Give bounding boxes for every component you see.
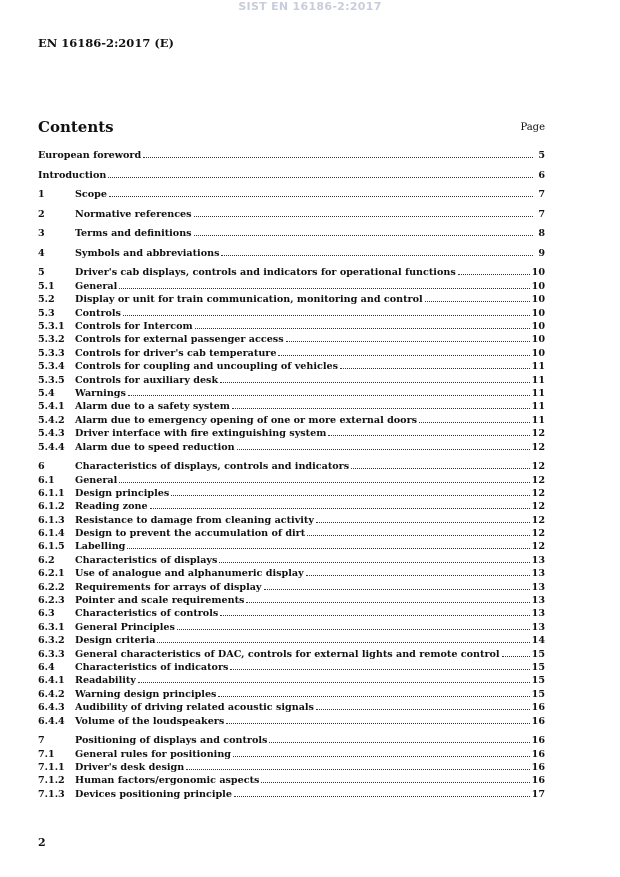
toc-entry-page: 15: [531, 688, 545, 700]
watermark: SIST EN 16186-2:2017: [238, 0, 382, 13]
toc-dot-leader: [316, 521, 530, 523]
toc-entry-number: 5.4: [38, 387, 55, 399]
toc-entry-number: 6.1: [38, 474, 55, 486]
toc-entry-title: Controls for external passenger access: [75, 334, 284, 346]
toc-entry-title: Characteristics of indicators: [75, 661, 229, 673]
toc-dot-leader: [123, 314, 530, 316]
toc-entry-page: 14: [531, 635, 545, 647]
toc-entry-title: Design principles: [75, 487, 170, 499]
toc-entry-title: Symbols and abbreviations: [75, 247, 220, 259]
toc-entry[interactable]: [38, 189, 545, 202]
toc-dot-leader: [286, 340, 530, 342]
toc-entry-title: Pointer and scale requirements: [75, 595, 245, 607]
toc-entry-page: 17: [531, 788, 545, 800]
toc-dot-leader: [220, 381, 530, 383]
toc-entry-title: Normative references: [75, 208, 192, 220]
toc-dot-leader: [194, 215, 533, 217]
toc-dot-leader: [419, 421, 530, 423]
toc-dot-leader: [234, 795, 530, 797]
toc-dot-leader: [226, 722, 529, 724]
toc-dot-leader: [186, 768, 529, 770]
toc-entry-page: 10: [531, 334, 545, 346]
toc-entry[interactable]: [38, 749, 545, 762]
toc-dot-leader: [177, 628, 530, 630]
toc-entry-page: 12: [531, 441, 545, 453]
toc-entry[interactable]: [38, 608, 545, 621]
toc-dot-leader: [109, 195, 533, 197]
toc-entry-title: Terms and definitions: [75, 228, 192, 240]
toc-entry-number: 5.4.4: [38, 441, 65, 453]
toc-entry-number: 7.1.1: [38, 761, 65, 773]
toc-entry-title: Characteristics of displays, controls and indicators: [75, 461, 350, 473]
toc-entry-page: 11: [531, 401, 545, 413]
toc-entry[interactable]: [38, 622, 545, 635]
toc-entry-number: 6.1.1: [38, 487, 65, 499]
toc-entry-title: Requirements for arrays of display: [75, 581, 262, 593]
toc-entry-number: 5.3.1: [38, 321, 65, 333]
toc-entry-number: 6.3.3: [38, 648, 65, 660]
toc-entry[interactable]: [38, 209, 545, 222]
toc-entry-number: 5: [38, 267, 45, 279]
toc-entry-page: 12: [531, 514, 545, 526]
toc-entry-page: 10: [531, 347, 545, 359]
toc-entry-title: Use of analogue and alphanumeric display: [75, 568, 304, 580]
toc-dot-leader: [425, 300, 530, 302]
toc-entry-page: 13: [531, 554, 545, 566]
toc-entry-page: 11: [531, 361, 545, 373]
toc-entry-page: 7: [538, 189, 545, 201]
toc-entry[interactable]: [38, 150, 545, 163]
toc-entry[interactable]: [38, 789, 545, 802]
toc-entry-page: 12: [531, 474, 545, 486]
toc-dot-leader: [128, 394, 530, 396]
toc-dot-leader: [237, 448, 530, 450]
toc-entry-number: 6.1.4: [38, 528, 65, 540]
toc-entry[interactable]: [38, 442, 545, 455]
toc-dot-leader: [340, 367, 530, 369]
toc-entry-page: 11: [531, 414, 545, 426]
toc-entry-title: General: [75, 474, 118, 486]
toc-dot-leader: [150, 507, 530, 509]
toc-entry-title: Labelling: [75, 541, 126, 553]
toc-entry[interactable]: [38, 308, 545, 321]
toc-entry-page: 15: [531, 648, 545, 660]
toc-entry-title: Reading zone: [75, 501, 148, 513]
toc-entry-number: 5.3.3: [38, 347, 65, 359]
toc-entry-number: 7.1: [38, 748, 55, 760]
toc-entry[interactable]: [38, 555, 545, 568]
toc-dot-leader: [269, 741, 529, 743]
toc-entry-number: 5.1: [38, 280, 55, 292]
toc-dot-leader: [232, 407, 530, 409]
toc-entry-number: 6.2: [38, 554, 55, 566]
toc-entry[interactable]: [38, 228, 545, 241]
toc-entry-number: 4: [38, 247, 45, 259]
toc-entry[interactable]: [38, 662, 545, 675]
toc-entry-page: 16: [531, 735, 545, 747]
toc-entry[interactable]: [38, 595, 545, 608]
toc-entry[interactable]: [38, 716, 545, 729]
toc-entry-title: Readability: [75, 675, 136, 687]
toc-dot-leader: [119, 287, 529, 289]
toc-entry[interactable]: [38, 568, 545, 581]
toc-entry-title: Audibility of driving related acoustic signals: [75, 702, 314, 714]
toc-entry[interactable]: [38, 582, 545, 595]
toc-dot-leader: [230, 668, 529, 670]
toc-entry-page: 10: [531, 294, 545, 306]
toc-entry[interactable]: [38, 475, 545, 488]
toc-entry-title: Positioning of displays and controls: [75, 735, 268, 747]
toc-dot-leader: [221, 254, 533, 256]
toc-dot-leader: [328, 434, 529, 436]
toc-entry-number: 5.3.5: [38, 374, 65, 386]
toc-entry-number: 6.2.1: [38, 568, 65, 580]
toc-entry-page: 12: [531, 528, 545, 540]
toc-entry[interactable]: [38, 528, 545, 541]
toc-entry[interactable]: [38, 675, 545, 688]
toc-entry-page: 13: [531, 608, 545, 620]
toc-entry-number: 5.3.2: [38, 334, 65, 346]
footer-page-number: 2: [38, 836, 46, 849]
toc-entry-page: 13: [531, 581, 545, 593]
toc-entry[interactable]: [38, 348, 545, 361]
toc-dot-leader: [306, 574, 530, 576]
toc-entry-number: 6.4.3: [38, 702, 65, 714]
toc-entry-title: Alarm due to speed reduction: [75, 441, 235, 453]
toc-entry[interactable]: [38, 702, 545, 715]
toc-entry-title: Driver interface with fire extinguishing system: [75, 428, 327, 440]
toc-entry-number: 7.1.3: [38, 788, 65, 800]
toc-dot-leader: [220, 614, 529, 616]
toc-entry[interactable]: [38, 635, 545, 648]
toc-entry[interactable]: [38, 415, 545, 428]
toc-entry-number: 5.2: [38, 294, 55, 306]
toc-entry-number: 6.1.3: [38, 514, 65, 526]
toc-entry-number: 6.2.2: [38, 581, 65, 593]
toc-dot-leader: [157, 641, 529, 643]
toc-dot-leader: [246, 601, 529, 603]
table-of-contents: [38, 150, 545, 802]
toc-entry-title: Characteristics of controls: [75, 608, 219, 620]
toc-dot-leader: [307, 534, 529, 536]
toc-entry[interactable]: [38, 321, 545, 334]
toc-entry-number: 5.3.4: [38, 361, 65, 373]
toc-entry-title: Display or unit for train communication, monitoring and control: [75, 294, 423, 306]
toc-entry-title: Resistance to damage from cleaning activity: [75, 514, 314, 526]
toc-entry-page: 13: [531, 621, 545, 633]
toc-entry-page: 5: [538, 150, 545, 161]
toc-entry-title: Devices positioning principle: [75, 788, 232, 800]
toc-entry[interactable]: [38, 735, 545, 748]
toc-entry-title: Design criteria: [75, 635, 156, 647]
toc-dot-leader: [108, 176, 533, 178]
toc-entry[interactable]: [38, 488, 545, 501]
toc-entry-page: 12: [531, 541, 545, 553]
toc-entry-page: 16: [531, 715, 545, 727]
toc-entry[interactable]: [38, 461, 545, 474]
toc-entry-title: General characteristics of DAC, controls for external lights and remote control: [75, 648, 500, 660]
toc-entry-page: 10: [531, 307, 545, 319]
toc-dot-leader: [138, 681, 530, 683]
toc-entry-page: 11: [531, 374, 545, 386]
toc-entry-number: 7.1.2: [38, 775, 65, 787]
toc-entry-title: Design to prevent the accumulation of dirt: [75, 528, 306, 540]
toc-entry-page: 8: [538, 228, 545, 240]
toc-entry-page: 16: [531, 775, 545, 787]
toc-entry-title: Driver's desk design: [75, 761, 185, 773]
toc-entry-title: Controls for auxiliary desk: [75, 374, 219, 386]
toc-entry[interactable]: [38, 361, 545, 374]
toc-dot-leader: [195, 327, 530, 329]
toc-entry-page: 10: [531, 280, 545, 292]
toc-entry-number: 2: [38, 208, 45, 220]
toc-entry-number: 6.3: [38, 608, 55, 620]
toc-entry[interactable]: [38, 775, 545, 788]
toc-entry-title: Controls for Intercom: [75, 321, 193, 333]
toc-entry-number: 3: [38, 228, 45, 240]
toc-entry-title: Alarm due to a safety system: [75, 401, 230, 413]
toc-dot-leader: [264, 588, 530, 590]
toc-entry[interactable]: [38, 541, 545, 554]
toc-dot-leader: [351, 467, 530, 469]
toc-entry-title: Volume of the loudspeakers: [75, 715, 225, 727]
toc-entry-title: Warnings: [75, 387, 126, 399]
toc-entry[interactable]: [38, 428, 545, 441]
toc-entry-page: 9: [538, 247, 545, 259]
toc-entry[interactable]: [38, 267, 545, 280]
toc-entry-number: 6.2.3: [38, 595, 65, 607]
toc-entry[interactable]: [38, 334, 545, 347]
toc-dot-leader: [219, 561, 529, 563]
toc-entry-page: 12: [531, 487, 545, 499]
toc-entry-page: 12: [531, 501, 545, 513]
toc-entry-number: 7: [38, 735, 45, 747]
toc-entry[interactable]: [38, 762, 545, 775]
toc-entry-page: 10: [531, 321, 545, 333]
toc-entry-title: Controls: [75, 307, 121, 319]
toc-dot-leader: [171, 494, 529, 496]
toc-entry-number: 5.4.3: [38, 428, 65, 440]
toc-dot-leader: [458, 273, 530, 275]
toc-entry-number: 5.4.1: [38, 401, 65, 413]
toc-entry-number: 6.4: [38, 661, 55, 673]
toc-entry-number: 5.3: [38, 307, 55, 319]
toc-entry[interactable]: [38, 294, 545, 307]
toc-entry-title: Scope: [75, 189, 107, 201]
toc-entry-page: 13: [531, 568, 545, 580]
toc-entry-page: 16: [531, 761, 545, 773]
toc-entry-page: 11: [531, 387, 545, 399]
toc-entry-page: 15: [531, 675, 545, 687]
toc-dot-leader: [261, 781, 529, 783]
toc-entry[interactable]: [38, 388, 545, 401]
toc-entry-number: 6: [38, 461, 45, 473]
toc-entry-page: 13: [531, 595, 545, 607]
toc-entry-page: 15: [531, 661, 545, 673]
toc-entry[interactable]: [38, 248, 545, 261]
toc-entry[interactable]: [38, 649, 545, 662]
toc-entry-title: European foreword: [38, 150, 142, 161]
toc-entry-page: 7: [538, 208, 545, 220]
toc-entry[interactable]: [38, 281, 545, 294]
toc-entry-title: Alarm due to emergency opening of one or more external doors: [75, 414, 418, 426]
toc-entry-number: 6.4.4: [38, 715, 65, 727]
toc-dot-leader: [233, 755, 530, 757]
toc-entry-title: Human factors/ergonomic aspects: [75, 775, 260, 787]
toc-entry-title: Driver's cab displays, controls and indicators for operational functions: [75, 267, 456, 279]
toc-entry-page: 16: [531, 748, 545, 760]
toc-dot-leader: [218, 695, 529, 697]
toc-entry-number: 6.3.1: [38, 621, 65, 633]
toc-entry[interactable]: [38, 515, 545, 528]
toc-entry-number: 6.1.2: [38, 501, 65, 513]
toc-entry-number: 1: [38, 189, 45, 201]
toc-entry-page: 12: [531, 461, 545, 473]
toc-entry-number: 6.4.1: [38, 675, 65, 687]
toc-entry-title: General rules for positioning: [75, 748, 232, 760]
toc-entry-title: Introduction: [38, 169, 107, 181]
toc-entry-number: 5.4.2: [38, 414, 65, 426]
toc-entry[interactable]: [38, 689, 545, 702]
toc-entry[interactable]: [38, 501, 545, 514]
toc-entry-title: Controls for driver's cab temperature: [75, 347, 277, 359]
toc-dot-leader: [316, 708, 530, 710]
toc-entry[interactable]: [38, 170, 545, 183]
toc-dot-leader: [278, 354, 529, 356]
toc-entry-number: 6.4.2: [38, 688, 65, 700]
document-id: EN 16186-2:2017 (E): [38, 36, 174, 50]
toc-entry[interactable]: [38, 401, 545, 414]
toc-entry-number: 6.3.2: [38, 635, 65, 647]
toc-entry-page: 6: [538, 169, 545, 181]
toc-entry[interactable]: [38, 375, 545, 388]
toc-dot-leader: [194, 234, 533, 236]
toc-dot-leader: [502, 655, 530, 657]
toc-dot-leader: [143, 156, 533, 158]
toc-dot-leader: [127, 547, 529, 549]
toc-entry-page: 16: [531, 702, 545, 714]
toc-entry-title: General: [75, 280, 118, 292]
toc-entry-title: Controls for coupling and uncoupling of vehicles: [75, 361, 339, 373]
toc-entry-title: General Principles: [75, 621, 175, 633]
toc-entry-page: 12: [531, 428, 545, 440]
toc-entry-title: Characteristics of displays: [75, 554, 218, 566]
page-column-label: Page: [520, 122, 545, 133]
toc-entry-title: Warning design principles: [75, 688, 217, 700]
toc-entry-number: 6.1.5: [38, 541, 65, 553]
toc-dot-leader: [119, 481, 529, 483]
contents-heading: Contents: [38, 118, 114, 136]
toc-entry-page: 10: [531, 267, 545, 279]
